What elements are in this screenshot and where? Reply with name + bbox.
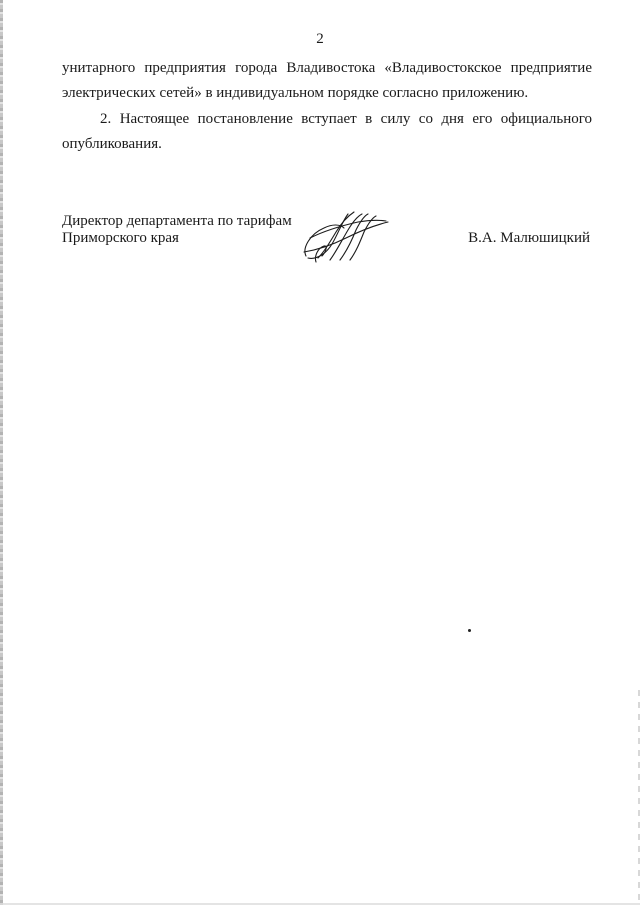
paragraph-2-line-2: опубликования.: [62, 136, 162, 152]
position-line-2: Приморского края: [62, 230, 179, 246]
page-number: 2: [316, 31, 324, 47]
paragraph-continuation: [62, 56, 592, 106]
handwritten-signature-icon: [296, 208, 392, 266]
position-line-1: Директор департамента по тарифам: [62, 213, 292, 229]
scan-edge-left: [0, 0, 3, 905]
scan-speck: [468, 629, 471, 632]
paragraph-1-line-2: электрических сетей» в индивидуальном порядке согласно приложению.: [62, 85, 529, 101]
signatory-position: [62, 213, 292, 247]
paragraph-2-line-1: 2. Настоящее постановление вступает в силу со дня его официального: [100, 111, 592, 127]
paragraph-1-line-1: унитарного предприятия города Владивостока «Владивостокское предприятие: [62, 60, 592, 76]
signatory-name: В.А. Малюшицкий: [468, 230, 590, 246]
paragraph-effective-date: [62, 107, 592, 157]
